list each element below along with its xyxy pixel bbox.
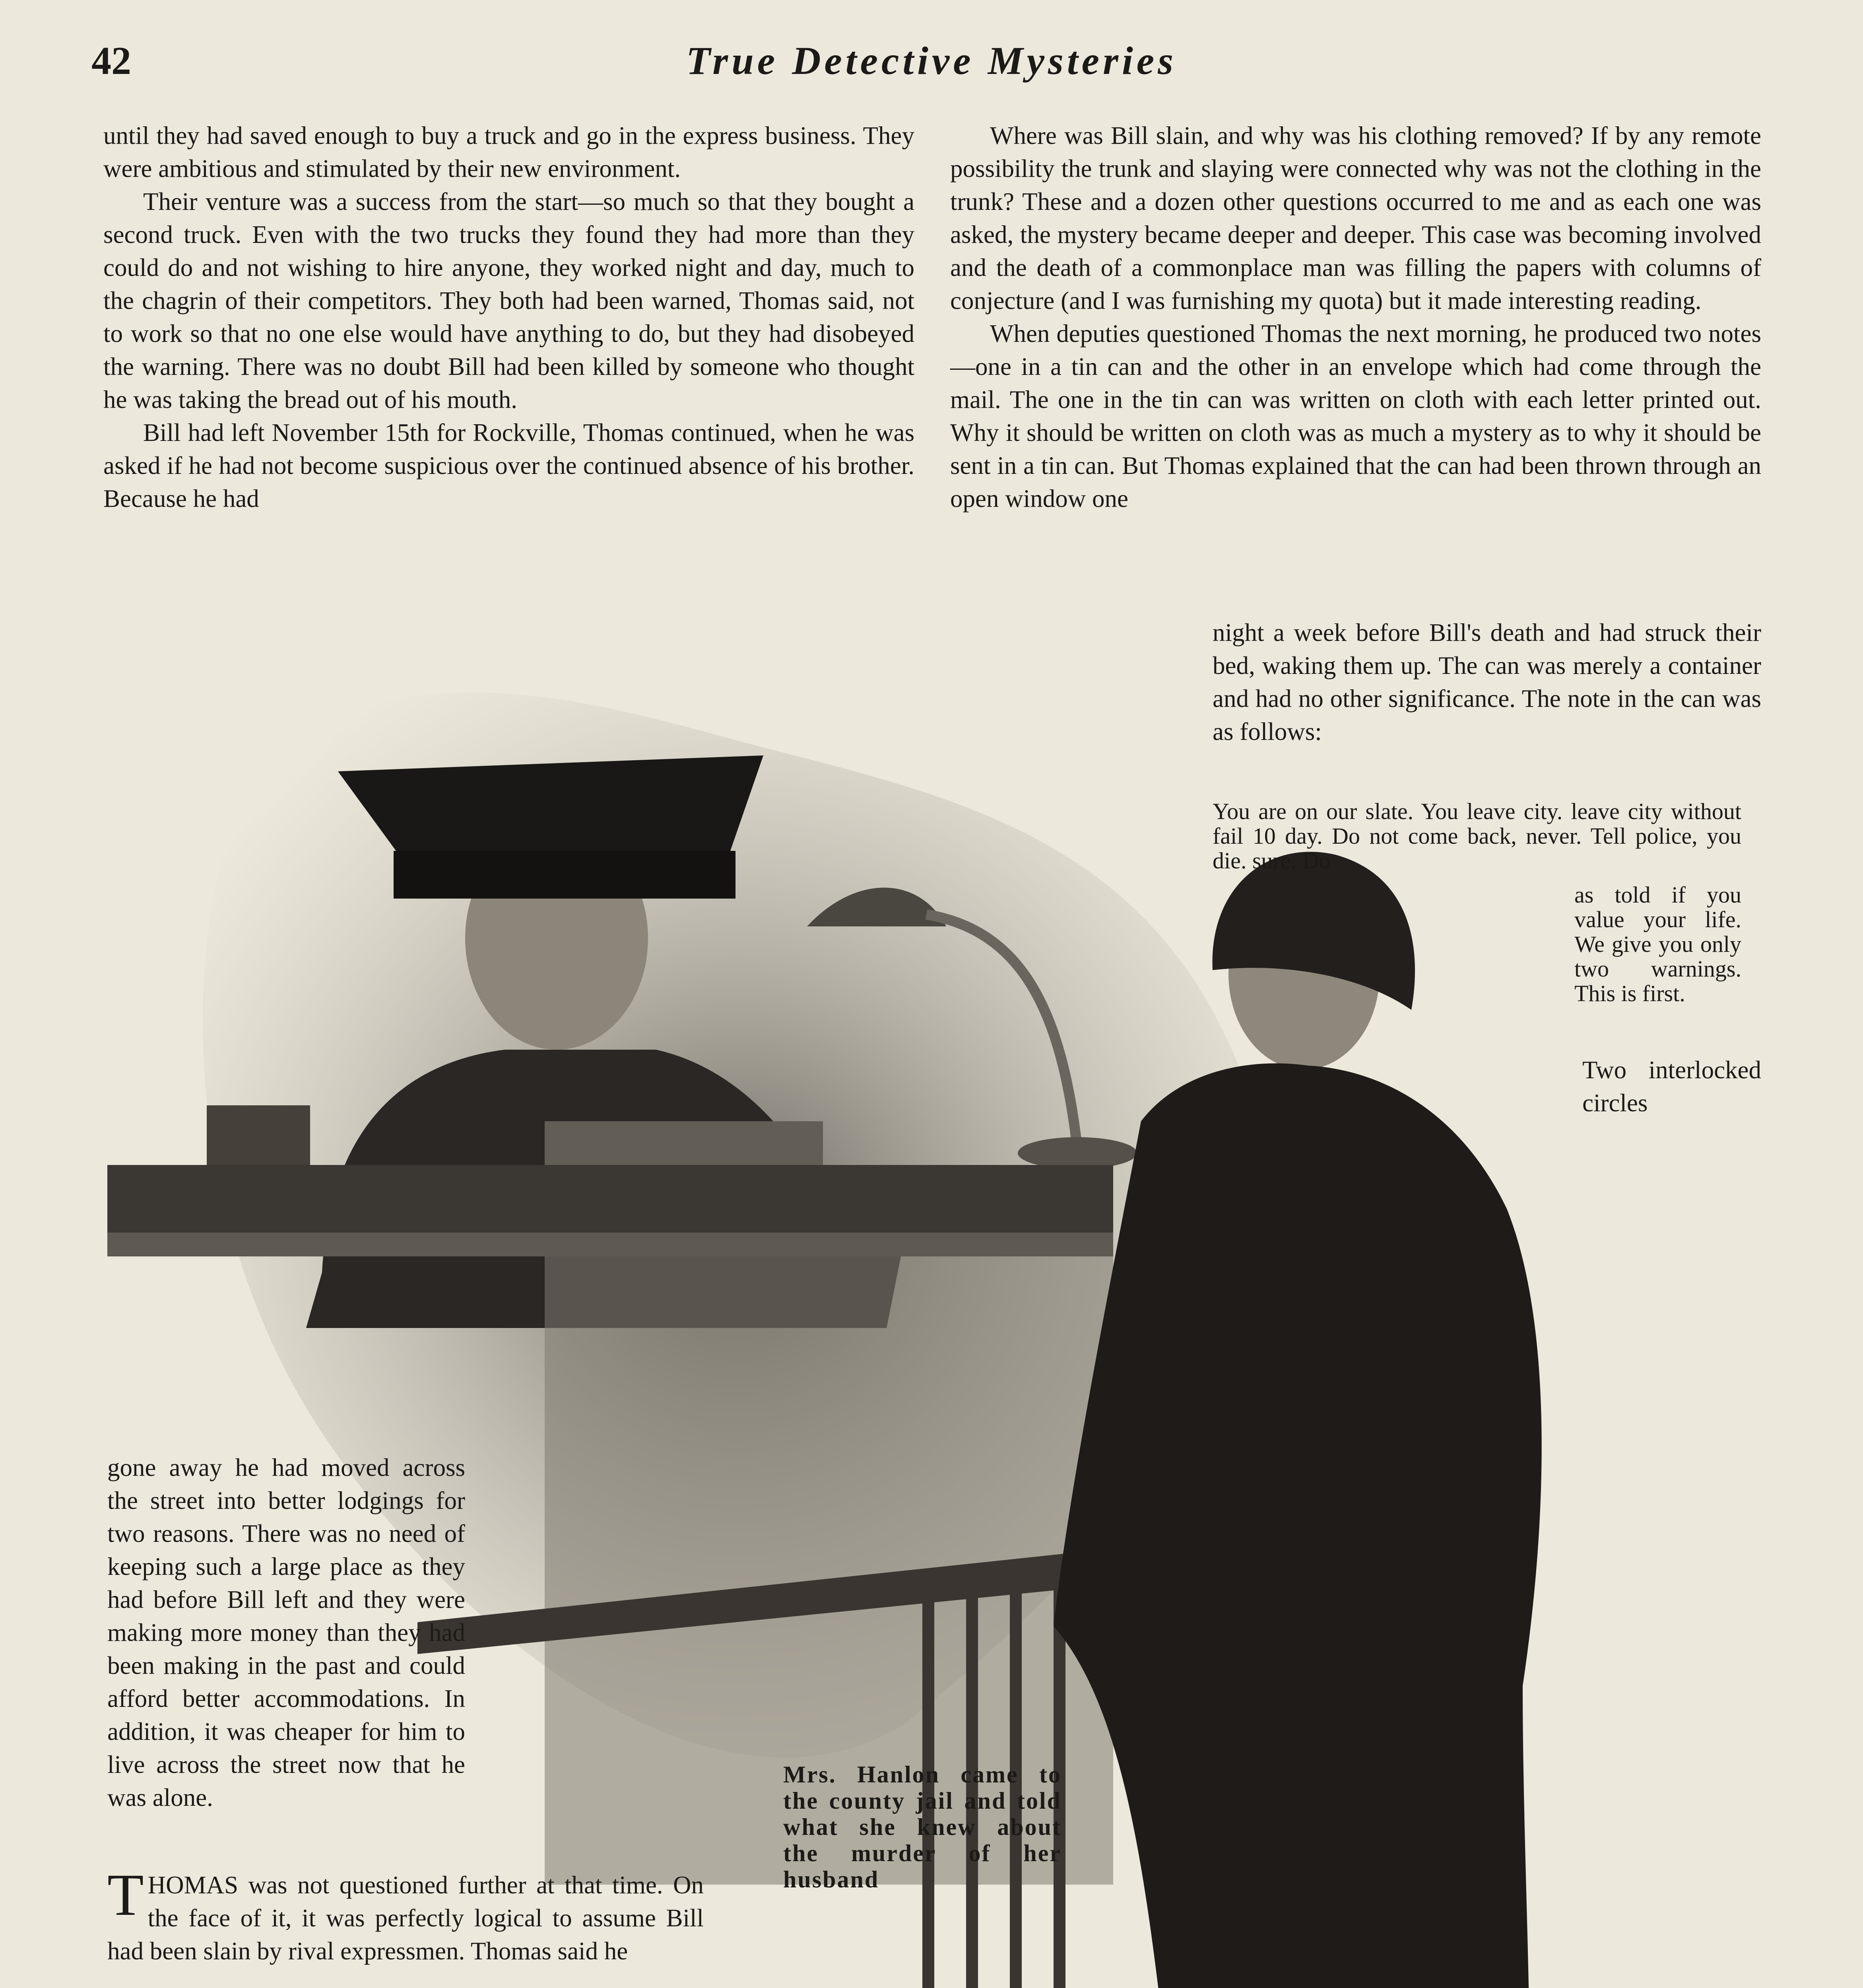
- running-title: True Detective Mysteries: [686, 39, 1177, 83]
- paragraph: Where was Bill slain, and why was his clothing removed? If by any remote possibility the trunk and slaying were connected why was not the clothing in the trunk? These and a dozen other questions occurred to me and as each one was asked, the mystery became deeper and deeper. This case was becoming involved and the death of a commonplace man was filling the papers with columns of conjecture (and I was furnishing my quota) but it made interesting reading.: [950, 122, 1761, 315]
- drop-cap: T: [107, 1862, 144, 1928]
- paragraph: When deputies questioned Thomas the next morning, he produced two notes—one in a tin can and the other in an envelope which had come through the mail. The one in the tin can was written on cloth with each letter printed out. Why it should be written on cloth was as much a mystery as to why it should be sent in a tin can. But Thomas explained that the can had been thrown through an open window one: [950, 320, 1761, 513]
- column-2-continued-text: [1582, 1054, 1761, 1120]
- column-1-middle-text: [107, 1451, 465, 1814]
- paragraph-text: HOMAS was not questioned further at that time. On the face of it, it was perfectly logical to assume Bill had been slain by rival expressmen. Thomas said he: [107, 1871, 704, 1965]
- paragraph: Their venture was a success from the start—so much so that they bought a second truck. Even with the two trucks they found they had more than they could do and not wishing to hire anyone, they worked night and day, much to the chagrin of their competitors. They both had been warned, Thomas said, not to work so that no one else would have anything to do, but they had disobeyed the warning. There was no doubt Bill had been killed by someone who thought he was taking the bread out of his mouth.: [103, 188, 914, 414]
- column-2-narrow-text: [1213, 616, 1761, 748]
- photo-caption: Mrs. Hanlon came to the county jail and told what she knew about the murder of her husband: [783, 1761, 1062, 1893]
- paragraph: gone away he had moved across the street into better lodgings for two reasons. There was no need of keeping such a large place as they had before Bill left and they were making more money than they had been making in the past and could afford better accommodations. In addition, it was cheaper for him to live across the street now that he was alone.: [107, 1454, 465, 1811]
- page-number: 42: [91, 39, 131, 83]
- note-one-text: You are on our slate. You leave city. leave city without fail 10 day. Do not come back, never. Tell police, you die. sure. Do: [1213, 798, 1741, 874]
- thomas-paragraph: [107, 1862, 704, 1968]
- column-1-top-text: [103, 119, 914, 515]
- column-2-top-text: [950, 119, 1761, 515]
- note-one-continued: as told if you value your life. We give you only two warnings. This is first.: [1574, 882, 1741, 1006]
- paragraph: night a week before Bill's death and had struck their bed, waking them up. The can was merely a container and had no other significance. The note in the can was as follows:: [1213, 619, 1761, 746]
- paragraph: Bill had left November 15th for Rockville, Thomas continued, when he was asked if he had not become suspicious over the continued absence of his brother. Because he had: [103, 419, 914, 513]
- paragraph: Two interlocked circles: [1582, 1056, 1761, 1117]
- paragraph: until they had saved enough to buy a truck and go in the express business. They were ambitious and stimulated by their new environment.: [103, 122, 914, 182]
